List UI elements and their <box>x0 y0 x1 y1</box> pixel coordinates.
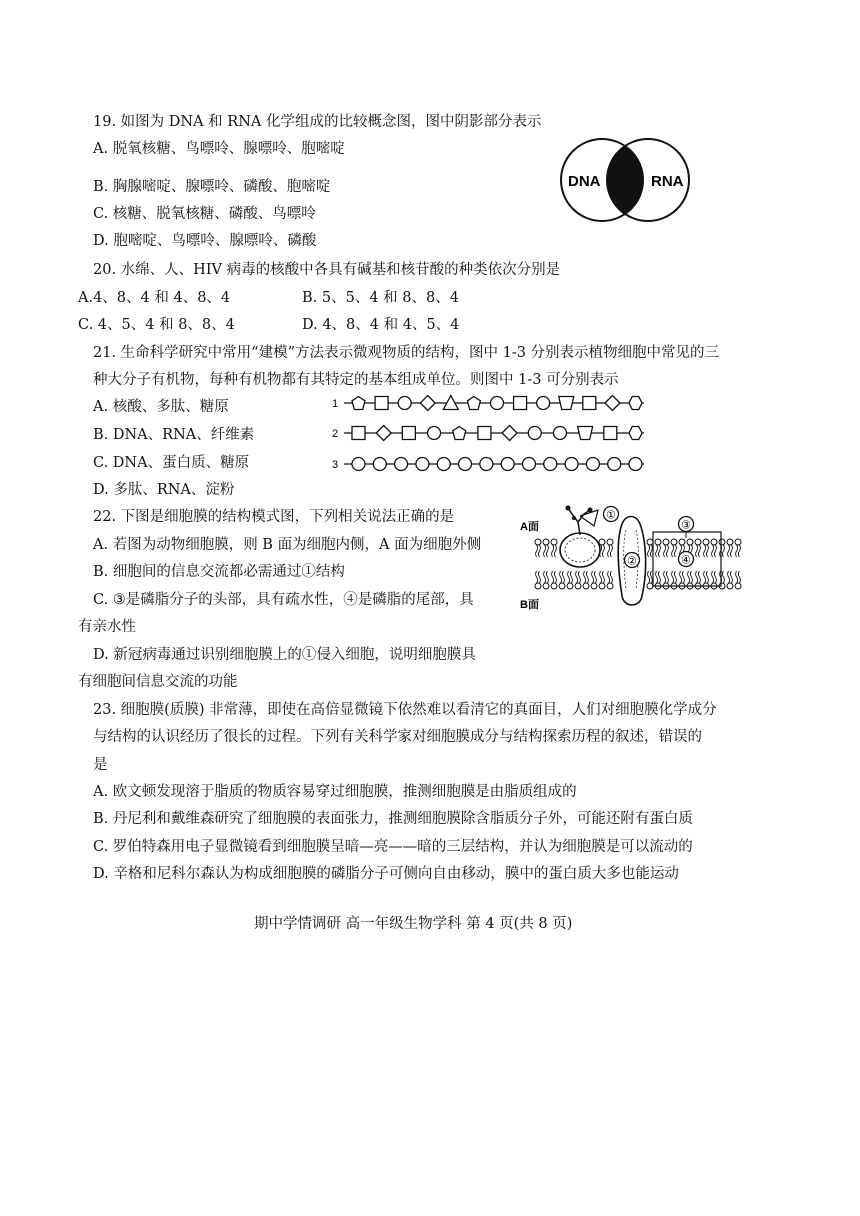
q20-option-b: B. 5、5、4 和 8、8、4 <box>302 290 459 306</box>
chain-2-monomer-square <box>352 427 365 440</box>
chain-1-monomer-circle <box>398 397 411 410</box>
phospholipid-head <box>647 583 653 589</box>
phospholipid-tail <box>728 571 730 583</box>
chain-2-label: 2 <box>332 428 339 440</box>
phospholipid-tail <box>664 571 666 583</box>
phospholipid-tail <box>656 545 658 557</box>
phospholipid-tail <box>672 571 674 583</box>
phospholipid-head <box>647 539 653 545</box>
phospholipid-tail <box>722 571 724 583</box>
page-footer: 期中学情调研 高一年级生物学科 第 4 页(共 8 页) <box>254 916 573 932</box>
phospholipid-head <box>567 583 573 589</box>
chain-1-monomer-square <box>375 397 388 410</box>
chain-1-monomer-pentagon <box>467 397 480 410</box>
chain-1-monomer-diamond <box>605 396 620 411</box>
phospholipid-tail <box>722 545 724 557</box>
phospholipid-head <box>655 539 661 545</box>
q22-option-d-cont: 有细胞间信息交流的功能 <box>78 674 238 690</box>
phospholipid-tail <box>648 571 650 583</box>
phospholipid-head <box>719 539 725 545</box>
phospholipid-tail <box>714 545 716 557</box>
phospholipid-tail <box>712 545 714 557</box>
phospholipid-head <box>607 583 613 589</box>
mark-1: ① <box>606 509 616 522</box>
chain-3-monomer-circle <box>565 458 578 471</box>
chain-2-monomer-hexagon <box>629 427 642 440</box>
phospholipid-tail <box>738 545 740 557</box>
phospholipid-tail <box>586 571 588 583</box>
mark-4: ④ <box>681 554 691 567</box>
chain-3-monomer-circle <box>544 458 557 471</box>
chain-1-monomer-circle <box>537 397 550 410</box>
q20-option-c: C. 4、5、4 和 8、8、4 <box>78 317 235 333</box>
q20-option-a: A.4、8、4 和 4、8、4 <box>78 290 231 306</box>
chain-2-monomer-square <box>402 427 415 440</box>
phospholipid-tail <box>714 571 716 583</box>
q21-stem-line2: 种大分子有机物，每种有机物都有其特定的基本组成单位。则图中 1-3 可分别表示 <box>93 372 619 388</box>
phospholipid-tail <box>672 545 674 557</box>
phospholipid-tail <box>736 571 738 583</box>
q20-stem: 20. 水绵、人、HIV 病毒的核酸中各具有碱基和核苷酸的种类依次分别是 <box>93 262 561 278</box>
phospholipid-head <box>607 539 613 545</box>
chain-1-monomer-square <box>583 397 596 410</box>
phospholipid-tail <box>610 545 612 557</box>
chain-2-monomer-circle <box>428 427 441 440</box>
phospholipid-tail <box>712 571 714 583</box>
q19-option-c: C. 核糖、脱氧核糖、磷酸、鸟嘌呤 <box>93 206 316 222</box>
phospholipid-head <box>575 583 581 589</box>
phospholipid-head <box>559 583 565 589</box>
phospholipid-tail <box>608 571 610 583</box>
chain-2-monomer-square <box>478 427 491 440</box>
q22-stem: 22. 下图是细胞膜的结构模式图，下列相关说法正确的是 <box>93 509 455 525</box>
side-b-label: B面 <box>520 599 539 611</box>
chain-3-monomer-circle <box>629 458 642 471</box>
phospholipid-tail <box>576 571 578 583</box>
phospholipid-tail <box>552 545 554 557</box>
phospholipid-head <box>543 539 549 545</box>
phospholipid-tail <box>680 571 682 583</box>
phospholipid-tail <box>704 571 706 583</box>
phospholipid-tail <box>592 571 594 583</box>
macromolecule-chains-figure <box>330 390 650 478</box>
chain-1-monomer-circle <box>491 397 504 410</box>
phospholipid-tail <box>658 545 660 557</box>
chain-3-monomer-circle <box>373 458 386 471</box>
chain-3-monomer-circle <box>586 458 599 471</box>
phospholipid-head <box>599 539 605 545</box>
phospholipid-head <box>703 539 709 545</box>
phospholipid-head <box>727 583 733 589</box>
phospholipid-tail <box>650 571 652 583</box>
phospholipid-tail <box>682 571 684 583</box>
phospholipid-tail <box>594 571 596 583</box>
chain-1-monomer-hexagon <box>629 397 642 410</box>
q21-stem-line1: 21. 生命科学研究中常用“建模”方法表示微观物质的结构，图中 1-3 分别表示植物细胞中常见的三 <box>93 345 720 361</box>
mark-2: ② <box>627 555 637 568</box>
phospholipid-tail <box>562 571 564 583</box>
phospholipid-head <box>543 583 549 589</box>
chain-3-monomer-circle <box>416 458 429 471</box>
phospholipid-tail <box>666 571 668 583</box>
q23-option-b: B. 丹尼利和戴维森研究了细胞膜的表面张力，推测细胞膜除含脂质分子外，可能还附有蛋白质 <box>93 811 693 827</box>
phospholipid-tail <box>554 571 556 583</box>
chain-3-monomer-circle <box>501 458 514 471</box>
phospholipid-tail <box>658 571 660 583</box>
chain-2-monomer-trapezoid <box>578 427 593 440</box>
glycan-unit <box>572 516 576 520</box>
chain-3-monomer-circle <box>437 458 450 471</box>
q22-option-b: B. 细胞间的信息交流都必需通过①结构 <box>93 564 345 580</box>
q20-option-d: D. 4、8、4 和 4、5、4 <box>302 317 460 333</box>
phospholipid-tail <box>568 571 570 583</box>
q19-option-d: D. 胞嘧啶、鸟嘌呤、腺嘌呤、磷酸 <box>93 233 317 249</box>
mark-3: ③ <box>681 519 691 532</box>
chain-1-label: 1 <box>332 398 339 410</box>
chain-1-monomer-trapezoid <box>559 397 574 410</box>
chain-1-monomer-square <box>514 397 527 410</box>
phospholipid-tail <box>738 571 740 583</box>
phospholipid-tail <box>696 571 698 583</box>
phospholipid-head <box>727 539 733 545</box>
q19-option-b: B. 胸腺嘧啶、腺嘌呤、磷酸、胞嘧啶 <box>93 179 331 195</box>
phospholipid-tail <box>666 545 668 557</box>
chain-3-monomer-circle <box>352 458 365 471</box>
phospholipid-tail <box>544 571 546 583</box>
phospholipid-head <box>735 583 741 589</box>
phospholipid-tail <box>602 545 604 557</box>
q23-stem-line1: 23. 细胞膜(质膜) 非常薄，即使在高倍显微镜下依然难以看清它的真面目，人们对细胞膜化学成分 <box>93 702 717 718</box>
chain-3-monomer-circle <box>608 458 621 471</box>
chain-2-monomer-circle <box>528 427 541 440</box>
phospholipid-tail <box>656 571 658 583</box>
chain-2-monomer-diamond <box>376 426 391 441</box>
phospholipid-head <box>671 539 677 545</box>
phospholipid-tail <box>698 545 700 557</box>
chain-3-monomer-circle <box>459 458 472 471</box>
phospholipid-head <box>695 539 701 545</box>
phospholipid-tail <box>554 545 556 557</box>
phospholipid-tail <box>674 545 676 557</box>
phospholipid-tail <box>600 571 602 583</box>
dna-label: DNA <box>568 173 601 190</box>
chain-2-monomer-pentagon <box>453 427 466 440</box>
q21-option-c: C. DNA、蛋白质、糖原 <box>93 455 250 471</box>
q19-option-a: A. 脱氧核糖、鸟嘌呤、腺嘌呤、胞嘧啶 <box>93 141 345 157</box>
q23-option-a: A. 欧文顿发现溶于脂质的物质容易穿过细胞膜，推测细胞膜是由脂质组成的 <box>93 784 577 800</box>
phospholipid-tail <box>704 545 706 557</box>
phospholipid-tail <box>570 571 572 583</box>
phospholipid-tail <box>706 545 708 557</box>
pointer-1 <box>580 510 598 526</box>
phospholipid-head <box>735 539 741 545</box>
phospholipid-tail <box>696 545 698 557</box>
glycan-branch <box>578 510 590 522</box>
chain-1-monomer-diamond <box>420 396 435 411</box>
phospholipid-tail <box>538 545 540 557</box>
chain-3-monomer-circle <box>395 458 408 471</box>
q23-option-c: C. 罗伯特森用电子显微镜看到细胞膜呈暗—亮——暗的三层结构，并认为细胞膜是可以流动的 <box>93 839 693 855</box>
phospholipid-head <box>535 583 541 589</box>
phospholipid-head <box>687 539 693 545</box>
phospholipid-tail <box>650 545 652 557</box>
phospholipid-tail <box>736 545 738 557</box>
phospholipid-tail <box>536 571 538 583</box>
chain-3-monomer-circle <box>480 458 493 471</box>
q22-option-c: C. ③是磷脂分子的头部，具有疏水性，④是磷脂的尾部，具 <box>93 592 474 608</box>
rna-label: RNA <box>651 173 684 190</box>
phospholipid-tail <box>698 571 700 583</box>
phospholipid-head <box>551 583 557 589</box>
phospholipid-head <box>711 539 717 545</box>
phospholipid-head <box>583 583 589 589</box>
phospholipid-head <box>599 583 605 589</box>
phospholipid-tail <box>560 571 562 583</box>
chain-2-monomer-circle <box>553 427 566 440</box>
phospholipid-tail <box>536 545 538 557</box>
chain-2-monomer-diamond <box>502 426 517 441</box>
q22-option-a: A. 若图为动物细胞膜，则 B 面为细胞内侧，A 面为细胞外侧 <box>93 537 482 553</box>
phospholipid-head <box>535 539 541 545</box>
phospholipid-tail <box>546 571 548 583</box>
phospholipid-tail <box>584 571 586 583</box>
chain-2-monomer-square <box>604 427 617 440</box>
q23-option-d: D. 辛格和尼科尔森认为构成细胞膜的磷脂分子可侧向自由移动，膜中的蛋白质大多也能运动 <box>93 866 679 882</box>
phospholipid-head <box>591 583 597 589</box>
dna-rna-venn-diagram <box>556 134 696 226</box>
phospholipid-tail <box>552 571 554 583</box>
q22-option-c-cont: 有亲水性 <box>78 619 136 635</box>
q21-option-b: B. DNA、RNA、纤维素 <box>93 427 255 443</box>
chain-1-monomer-pentagon <box>352 397 365 410</box>
phospholipid-tail <box>546 545 548 557</box>
chain-3-label: 3 <box>332 459 339 471</box>
phospholipid-tail <box>608 545 610 557</box>
phospholipid-tail <box>730 571 732 583</box>
phospholipid-tail <box>674 571 676 583</box>
phospholipid-tail <box>688 571 690 583</box>
cell-membrane-figure <box>518 500 750 612</box>
phospholipid-tail <box>664 545 666 557</box>
q21-option-d: D. 多肽、RNA、淀粉 <box>93 482 235 498</box>
q23-stem-line2: 与结构的认识经历了很长的过程。下列有关科学家对细胞膜成分与结构探索历程的叙述，错误的 <box>93 729 702 745</box>
phospholipid-tail <box>690 571 692 583</box>
q19-stem: 19. 如图为 DNA 和 RNA 化学组成的比较概念图，图中阴影部分表示 <box>93 114 542 130</box>
phospholipid-tail <box>730 545 732 557</box>
phospholipid-head <box>663 539 669 545</box>
phospholipid-tail <box>538 571 540 583</box>
phospholipid-tail <box>728 545 730 557</box>
phospholipid-tail <box>544 545 546 557</box>
q21-option-a: A. 核酸、多肽、糖原 <box>93 399 229 415</box>
phospholipid-head <box>679 539 685 545</box>
glycan-unit <box>566 506 571 511</box>
phospholipid-tail <box>610 571 612 583</box>
q22-option-d: D. 新冠病毒通过识别细胞膜上的①侵入细胞，说明细胞膜具 <box>93 647 476 663</box>
chain-3-monomer-circle <box>522 458 535 471</box>
phospholipid-tail <box>706 571 708 583</box>
q23-stem-line3: 是 <box>93 757 108 773</box>
phospholipid-tail <box>578 571 580 583</box>
phospholipid-tail <box>602 571 604 583</box>
phospholipid-head <box>551 539 557 545</box>
side-a-label: A面 <box>520 521 539 533</box>
phospholipid-tail <box>648 545 650 557</box>
